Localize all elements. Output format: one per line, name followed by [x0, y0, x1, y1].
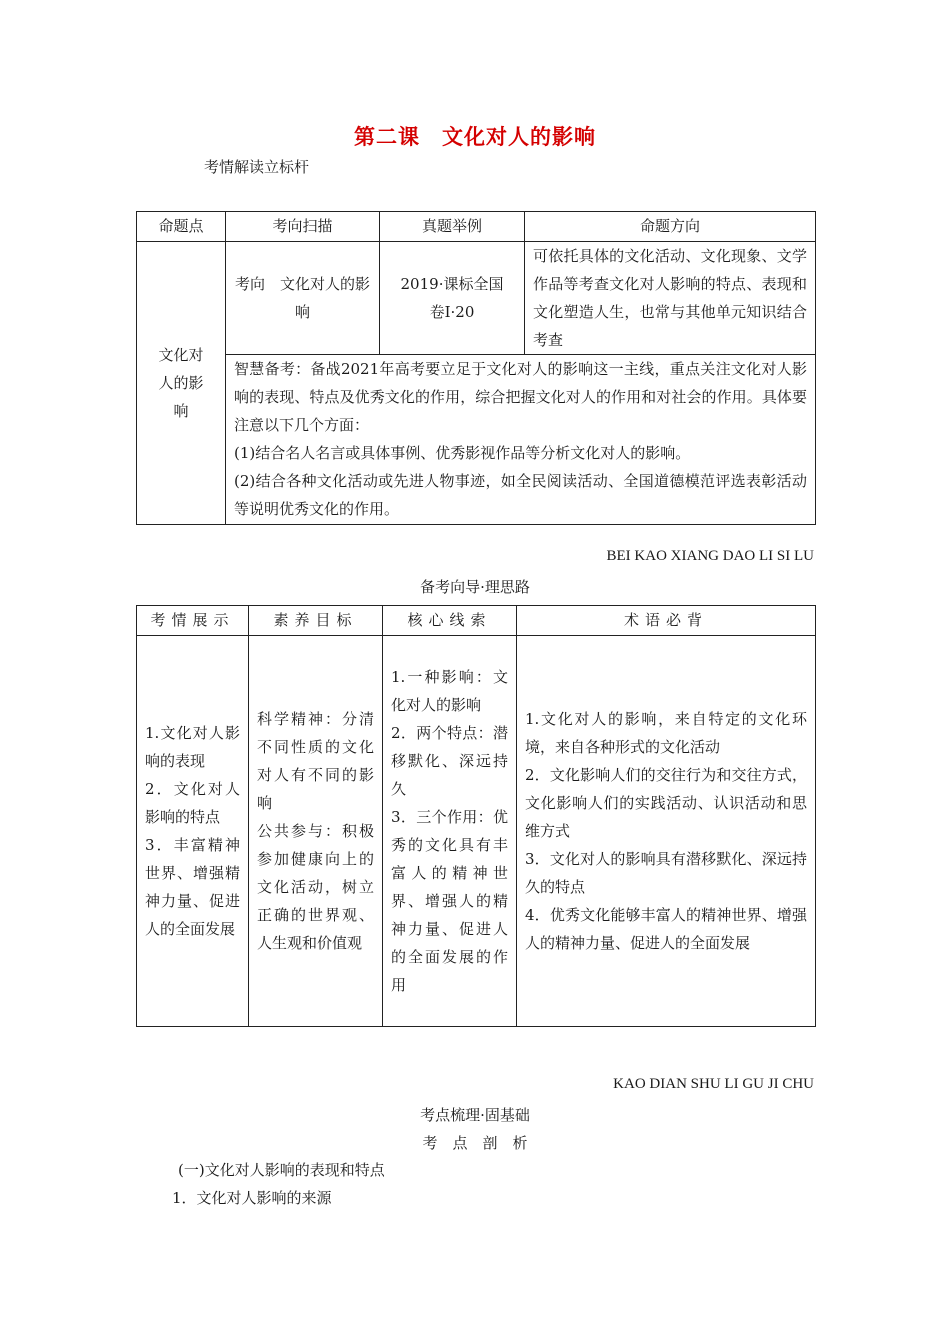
header-terms: 术语必背	[517, 606, 816, 636]
section2-pinyin: BEI KAO XIANG DAO LI SI LU	[606, 548, 814, 564]
core-clue-cell: 1.一种影响：文化对人的影响 2．两个特点：潜移默化、深远持久 3．三个作用：优秀的文化具有丰富人的精神世界、增强人的精神力量、促进人的全面发展的作用	[383, 636, 517, 1027]
header-core-clue: 核心线索	[383, 606, 517, 636]
header-literacy-goal: 素养目标	[249, 606, 383, 636]
exam-display-cell: 1.文化对人影响的表现 2．文化对人影响的特点 3．丰富精神世界、增强精神力量、促进人的全面发展	[137, 636, 249, 1027]
section3-item-2: 1．文化对人影响的来源	[172, 1189, 332, 1207]
header-scan: 考向扫描	[226, 212, 380, 242]
header-exam-display: 考情展示	[137, 606, 249, 636]
section3-subcaption: 考 点 剖 析	[422, 1134, 528, 1152]
literacy-goal-cell: 科学精神：分清不同性质的文化对人有不同的影响 公共参与：积极参加健康向上的文化活动，树立正确的世界观、人生观和价值观	[249, 636, 383, 1027]
section3-item-1: (一)文化对人影响的表现和特点	[178, 1161, 385, 1179]
section3-caption: 考点梳理·固基础	[420, 1106, 530, 1124]
example-cell: 2019·课标全国卷Ⅰ·20	[380, 242, 525, 355]
section2-caption: 备考向导·理思路	[420, 578, 530, 596]
header-topic: 命题点	[137, 212, 226, 242]
section-heading-exam-analysis: 考情解读立标杆	[204, 158, 310, 176]
advice-point-1: (1)结合名人名言或具体事例、优秀影视作品等分析文化对人的影响。	[234, 444, 691, 462]
advice-point-2: (2)结合各种文化活动或先进人物事迹，如全民阅读活动、全国道德模范评选表彰活动等说明优秀文化的作用。	[234, 472, 807, 518]
advice-cell	[226, 355, 816, 525]
advice-intro: 智慧备考：备战2021年高考要立足于文化对人的影响这一主线，重点关注文化对人影响的表现、特点及优秀文化的作用，综合把握文化对人的作用和对社会的作用。具体要注意以下几个方面：	[234, 360, 807, 434]
header-direction: 命题方向	[525, 212, 816, 242]
terms-cell: 1.文化对人的影响，来自特定的文化环境，来自各种形式的文化活动 2．文化影响人们的交往行为和交往方式，文化影响人们的实践活动、认识活动和思维方式 3．文化对人的影响具有潜移默化、深远持久的特点 4．优秀文化能够丰富人的精神世界、增强人的精神力量、促进人的全面发展	[517, 636, 816, 1027]
scan-cell: 考向 文化对人的影响	[226, 242, 380, 355]
direction-cell: 可依托具体的文化活动、文化现象、文学作品等考查文化对人影响的特点、表现和文化塑造人生，也常与其他单元知识结合考查	[525, 242, 816, 355]
section3-pinyin: KAO DIAN SHU LI GU JI CHU	[613, 1076, 814, 1092]
header-example: 真题举例	[380, 212, 525, 242]
exam-analysis-table	[136, 211, 816, 525]
page-title: 第二课 文化对人的影响	[354, 124, 596, 149]
guide-table	[136, 605, 816, 1027]
topic-cell: 文化对人的影响	[137, 242, 226, 525]
